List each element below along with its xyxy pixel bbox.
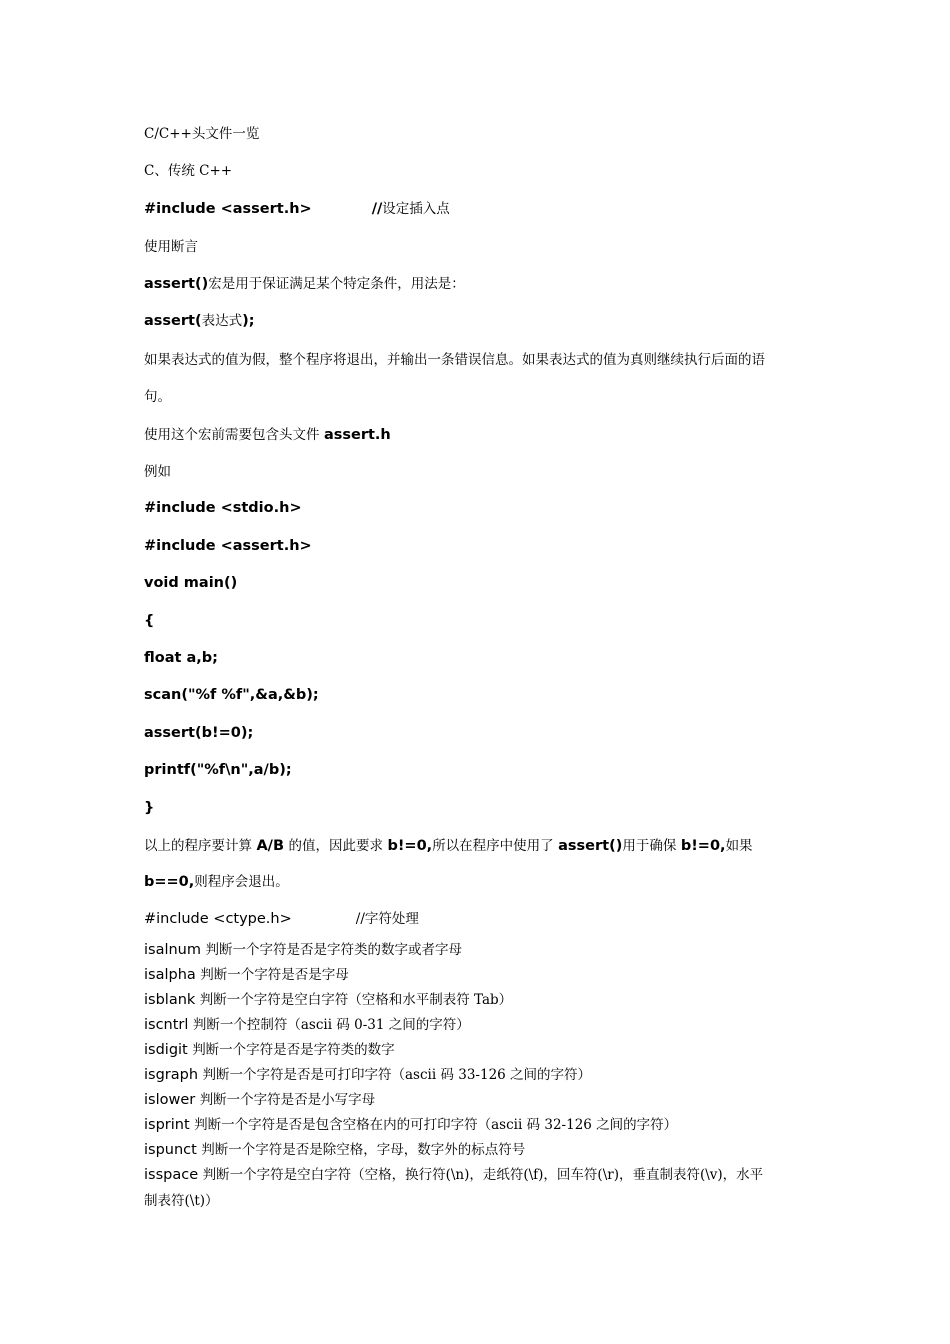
assert-include-line: #include <assert.h> //设定插入点 (144, 201, 450, 217)
explain-line: 以上的程序要计算 A/B 的值，因此要求 b!=0,所以在程序中使用了 assert()用于确保 b!=0,如果 (144, 838, 753, 854)
ctype-func-item: isgraph 判断一个字符是否是可打印字符（ascii 码 33-126 之间的字符） (144, 1067, 592, 1083)
ctype-func-item: isblank 判断一个字符是空白字符（空格和水平制表符 Tab） (144, 992, 513, 1008)
code-line: void main() (144, 575, 238, 591)
header-needed-line: 使用这个宏前需要包含头文件 assert.h (144, 427, 391, 443)
paragraph-line: 句。 (144, 389, 171, 405)
ctype-func-item: isalpha 判断一个字符是否是字母 (144, 967, 349, 983)
code-line: #include <stdio.h> (144, 500, 302, 516)
doc-subtitle: C、传统 C++ (144, 163, 233, 179)
ctype-func-item: ispunct 判断一个字符是否是除空格，字母，数字外的标点符号 (144, 1142, 526, 1158)
ctype-func-item: isprint 判断一个字符是否是包含空格在内的可打印字符（ascii 码 32-126 之间的字符） (144, 1117, 678, 1133)
doc-title: C/C++头文件一览 (144, 126, 260, 142)
code-line: float a,b; (144, 650, 218, 666)
code-line: #include <assert.h> (144, 538, 312, 554)
assert-macro-line: assert()宏是用于保证满足某个特定条件，用法是： (144, 276, 465, 292)
ctype-include-line: #include <ctype.h> //字符处理 (144, 911, 419, 927)
explain-line: b==0,则程序会退出。 (144, 874, 289, 890)
ctype-func-item: iscntrl 判断一个控制符（ascii 码 0-31 之间的字符） (144, 1017, 470, 1033)
code-line: printf("%f\n",a/b); (144, 762, 292, 778)
paragraph-line: 如果表达式的值为假，整个程序将退出，并输出一条错误信息。如果表达式的值为真则继续执行后面的语 (144, 352, 765, 368)
ctype-func-item: islower 判断一个字符是否是小写字母 (144, 1092, 376, 1108)
assert-usage-line: assert(表达式); (144, 313, 255, 329)
ctype-func-item: isalnum 判断一个字符是否是字符类的数字或者字母 (144, 942, 462, 958)
code-line: } (144, 800, 155, 816)
code-line: { (144, 613, 155, 629)
code-line: scan("%f %f",&a,&b); (144, 687, 319, 703)
ctype-func-item-continued: 制表符(\t)） (144, 1193, 219, 1209)
example-label: 例如 (144, 464, 171, 480)
use-assert-heading: 使用断言 (144, 239, 198, 255)
code-line: assert(b!=0); (144, 725, 254, 741)
ctype-func-item: isspace 判断一个字符是空白字符（空格，换行符(\n)，走纸符(\f)，回车符(\r)，垂直制表符(\v)，水平 (144, 1167, 764, 1183)
ctype-func-item: isdigit 判断一个字符是否是字符类的数字 (144, 1042, 395, 1058)
